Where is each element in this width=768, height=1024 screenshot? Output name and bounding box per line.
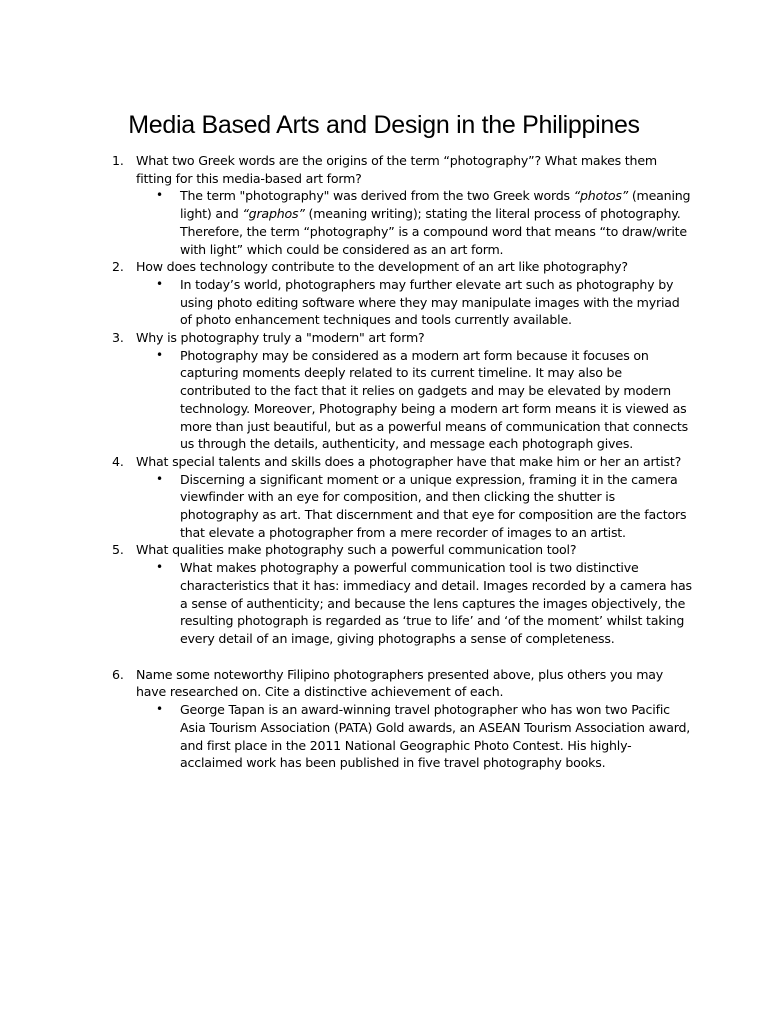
question-number: 1. bbox=[112, 153, 124, 168]
answer-segment: (meaning light) and bbox=[180, 188, 691, 222]
answer-segment: The term "photography" was derived from the two Greek words bbox=[180, 188, 574, 204]
question-number: 4. bbox=[112, 453, 124, 469]
bullet-icon: • bbox=[156, 471, 163, 486]
question-text: Why is photography truly a "modern" art form? bbox=[136, 330, 425, 346]
answer-text: Discerning a significant moment or a unique expression, framing it in the camera viewfinder with an eye for composition, and then clicking the shutter is photography as art. That discernment and that eye for composition are the factors that elevate a photographer from a mere recorder of images to an artist. bbox=[180, 471, 687, 540]
answer-bullet bbox=[136, 471, 692, 542]
answer-bullet bbox=[136, 347, 692, 453]
question-number: 3. bbox=[112, 330, 124, 346]
answer-bullet bbox=[136, 559, 692, 648]
bullet-icon: • bbox=[156, 702, 163, 717]
question-text: How does technology contribute to the development of an art like photography? bbox=[136, 259, 628, 275]
greek-word-photos: “photos” bbox=[573, 188, 629, 204]
answer-segment: (meaning writing); stating the literal process of photography. Therefore, the term “photography” is a compound word that means “to draw/write with light” which could be considered as an art form. bbox=[180, 206, 687, 257]
page-title: Media Based Arts and Design in the Philippines bbox=[128, 111, 640, 139]
question-item-4 bbox=[112, 453, 692, 542]
answer-bullet bbox=[136, 187, 692, 258]
answer-text: Photography may be considered as a modern art form because it focuses on capturing moments deeply related to its current timeline. It may also be contributed to the fact that it relies on gadgets and may be elevated by modern technology. Moreover, Photography being a modern art form means it is viewed as more than just beautiful, but as a powerful means of communication that connects us through the details, authenticity, and message each photograph gives. bbox=[180, 347, 688, 452]
answer-text: George Tapan is an award-winning travel photographer who has won two Pacific Asia Tourism Association (PATA) Gold awards, an ASEAN Tourism Association award, and first place in the 2011 National Geographic Photo Contest. His highly-acclaimed work has been published in five travel photography books. bbox=[180, 702, 691, 771]
question-text: What two Greek words are the origins of the term “photography”? What makes them fitting for this media-based art form? bbox=[136, 153, 657, 186]
answer-bullet bbox=[136, 701, 692, 772]
question-item-2 bbox=[112, 258, 692, 329]
answer-text: In today’s world, photographers may further elevate art such as photography by using photo editing software where they may manipulate images with the myriad of photo enhancement techniques and tools currently available. bbox=[180, 276, 680, 328]
question-item-6 bbox=[112, 666, 692, 772]
question-item-1 bbox=[112, 152, 692, 258]
answer-bullet bbox=[136, 276, 692, 329]
question-item-5 bbox=[112, 541, 692, 647]
question-number: 6. bbox=[112, 666, 124, 682]
question-list bbox=[112, 152, 692, 772]
answer-text bbox=[180, 188, 690, 256]
bullet-icon: • bbox=[156, 276, 163, 291]
bullet-icon: • bbox=[156, 347, 163, 362]
spacer bbox=[112, 648, 692, 666]
question-text: What qualities make photography such a powerful communication tool? bbox=[136, 542, 577, 558]
question-text: Name some noteworthy Filipino photographers presented above, plus others you may have researched on. Cite a distinctive achievement of each. bbox=[136, 666, 664, 700]
bullet-icon: • bbox=[156, 560, 163, 575]
bullet-icon: • bbox=[156, 188, 163, 203]
answer-text: What makes photography a powerful communication tool is two distinctive characteristics that it has: immediacy and detail. Images recorded by a camera has a sense of authenticity; and because the lens captures the images objectively, the resulting photograph is regarded as ‘true to life’ and ‘of the moment’ whilst taking every detail of an image, giving photographs a sense of completeness. bbox=[180, 560, 692, 646]
greek-word-graphos: “graphos” bbox=[242, 206, 305, 222]
question-item-3 bbox=[112, 329, 692, 453]
question-number: 5. bbox=[112, 542, 124, 558]
question-number: 2. bbox=[112, 259, 124, 275]
question-text: What special talents and skills does a photographer have that make him or her an artist? bbox=[136, 453, 682, 469]
